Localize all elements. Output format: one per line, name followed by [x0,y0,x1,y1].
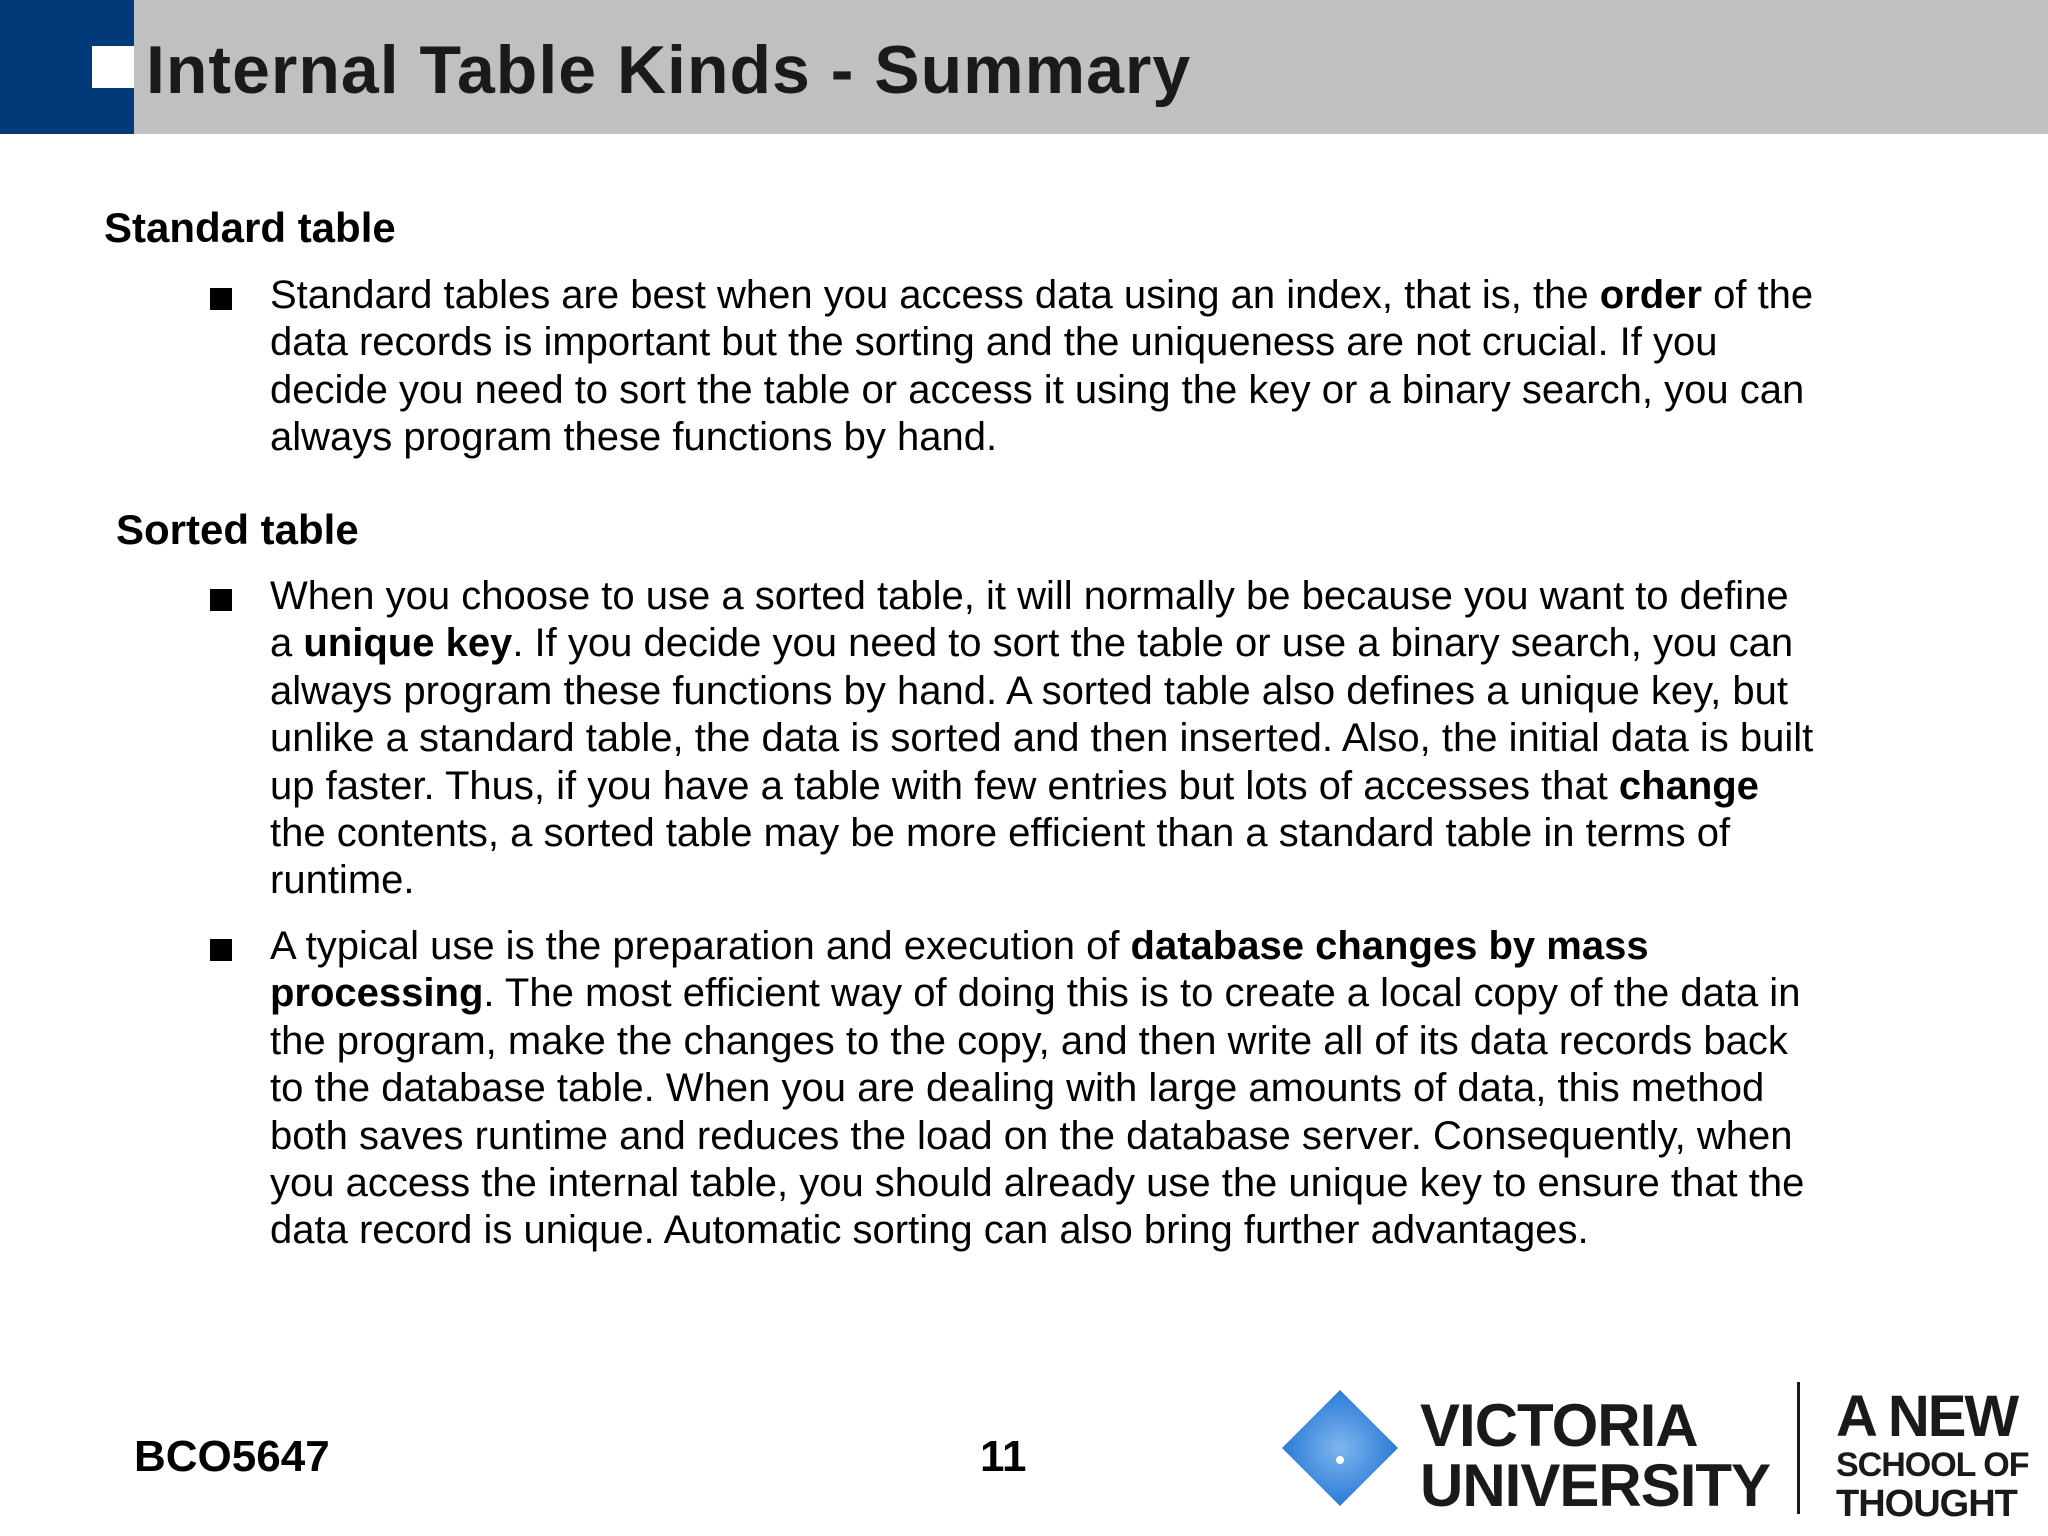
square-bullet-icon [210,589,232,611]
logo-divider [1797,1382,1800,1514]
victoria-university-wordmark [1420,1392,1771,1519]
bullet-line: data record is unique. Automatic sorting can also bring further advantages. [270,1208,1589,1253]
bullet-line: data records is important but the sorting and the uniqueness are not crucial. If you [270,320,1718,365]
bullet-line: decide you need to sort the table or access it using the key or a binary search, you can [270,367,1805,412]
bullet-line: up faster. Thus, if you have a table with few entries but lots of accesses that change [270,763,1759,808]
bullet-line: to the database table. When you are dealing with large amounts of data, this method [270,1066,1765,1111]
section-heading-sorted-table: Sorted table [116,506,359,553]
footer-course-code: BCO5647 [134,1432,330,1481]
bullet-sorted-table-1 [210,573,1970,905]
bullet-line: both saves runtime and reduces the load on the database server. Consequently, when [270,1113,1793,1158]
logo-tagline [1836,1384,2029,1525]
tagline-line-2: SCHOOL OF [1836,1446,2029,1484]
square-bullet-icon [210,939,232,961]
bullet-line: processing. The most efficient way of doing this is to create a local copy of the data in [270,971,1801,1016]
bullet-text [270,923,1970,1255]
bullet-text [270,573,1970,905]
bold-term: order [1599,273,1702,317]
bullet-sorted-table-2 [210,923,1970,1255]
logo-line-victoria: VICTORIA [1420,1392,1698,1459]
tagline-line-1: A NEW [1836,1384,2018,1449]
bold-term: unique key [303,621,513,666]
logo-line-university: UNIVERSITY [1420,1452,1771,1519]
section-heading-standard-table: Standard table [104,204,396,251]
bullet-line: When you choose to use a sorted table, it will normally be because you want to define [270,574,1789,618]
victoria-university-diamond-icon [1280,1388,1400,1508]
bold-term: change [1618,763,1759,808]
bullet-line: the contents, a sorted table may be more efficient than a standard table in terms of [270,811,1731,856]
bold-term: database changes by mass [1130,924,1649,968]
bullet-standard-table [210,272,1970,462]
bold-term: processing [270,971,484,1016]
footer-page-number: 11 [980,1432,1027,1481]
bullet-line: always program these functions by hand. [270,415,998,460]
bullet-line: Standard tables are best when you access data using an index, that is, the order of the [270,273,1814,317]
bullet-line: the program, make the changes to the copy, and then write all of its data records back [270,1018,1788,1063]
square-bullet-icon [210,288,232,310]
bullet-line: a unique key. If you decide you need to sort the table or use a binary search, you can [270,621,1794,666]
header-square-icon [92,46,134,88]
slide-title: Internal Table Kinds - Summary [146,32,1192,108]
bullet-line: runtime. [270,858,415,903]
tagline-line-3: THOUGHT [1836,1483,2017,1525]
bullet-line: unlike a standard table, the data is sorted and then inserted. Also, the initial data is built [270,716,1814,761]
bullet-text [270,272,1970,462]
bullet-line: A typical use is the preparation and execution of database changes by mass [270,924,1649,968]
bullet-line: always program these functions by hand. A sorted table also defines a unique key, but [270,668,1788,713]
bullet-line: you access the internal table, you should already use the unique key to ensure that the [270,1161,1805,1206]
